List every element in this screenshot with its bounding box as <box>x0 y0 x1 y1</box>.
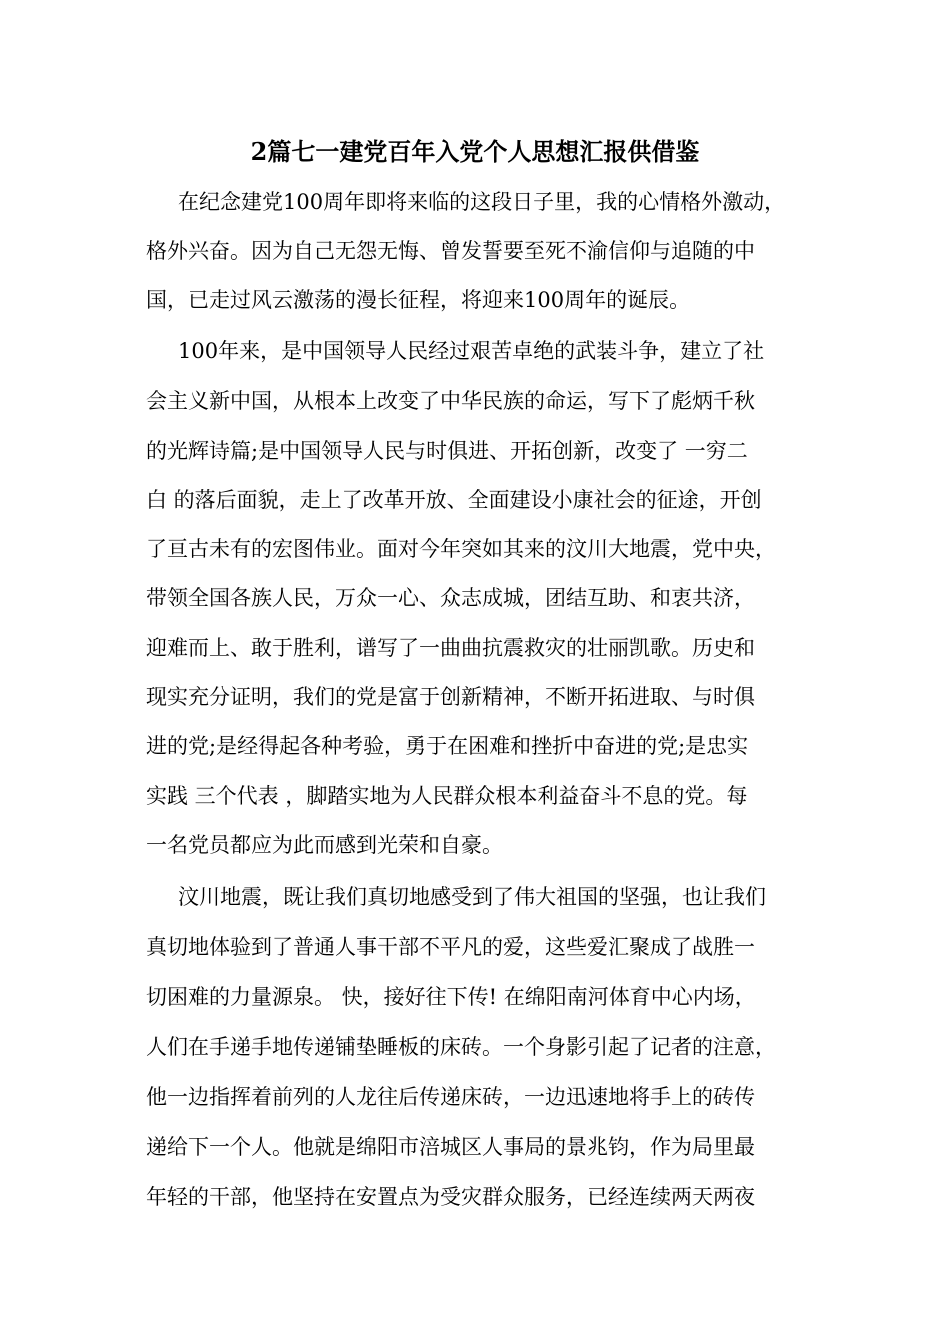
paragraph-3-line-3: 切困难的力量源泉。 快，接好往下传! 在绵阳南河体育中心内场， <box>146 985 756 1009</box>
paragraph-2-line-6: 带领全国各族人民，万众一心、众志成城，团结互助、和衷共济， <box>146 586 755 610</box>
paragraph-2-line-3: 的光辉诗篇;是中国领导人民与时俱进、开拓创新，改变了 一穷二 <box>146 439 748 463</box>
paragraph-2-line-4: 白 的落后面貌，走上了改革开放、全面建设小康社会的征途，开创 <box>146 488 762 512</box>
paragraph-2-line-10: 实践 三个代表 ，脚踏实地为人民群众根本利益奋斗不息的党。每 <box>146 784 748 808</box>
paragraph-1-line-1: 在纪念建党100周年即将来临的这段日子里，我的心情格外激动， <box>178 190 786 214</box>
paragraph-2-line-7: 迎难而上、敢于胜利，谱写了一曲曲抗震救灾的壮丽凯歌。历史和 <box>146 636 755 660</box>
paragraph-2-line-11: 一名党员都应为此而感到光荣和自豪。 <box>146 833 503 857</box>
paragraph-2-line-8: 现实充分证明，我们的党是富于创新精神，不断开拓进取、与时俱 <box>146 685 755 709</box>
paragraph-2-line-1: 100年来，是中国领导人民经过艰苦卓绝的武装斗争，建立了社 <box>178 339 765 363</box>
paragraph-2-line-2: 会主义新中国，从根本上改变了中华民族的命运，写下了彪炳千秋 <box>146 389 755 413</box>
paragraph-3-line-7: 年轻的干部，他坚持在安置点为受灾群众服务，已经连续两天两夜 <box>146 1185 755 1209</box>
paragraph-1-line-3: 国，已走过风云激荡的漫长征程，将迎来100周年的诞辰。 <box>146 288 691 312</box>
document-title: 2篇七一建党百年入党个人思想汇报供借鉴 <box>250 137 700 166</box>
paragraph-3-line-4: 人们在手递手地传递铺垫睡板的床砖。一个身影引起了记者的注意， <box>146 1035 776 1059</box>
paragraph-2-line-9: 进的党;是经得起各种考验，勇于在困难和挫折中奋进的党;是忠实 <box>146 734 749 758</box>
paragraph-3-line-2: 真切地体验到了普通人事干部不平凡的爱，这些爱汇聚成了战胜一 <box>146 935 755 959</box>
paragraph-1-line-2: 格外兴奋。因为自己无怨无悔、曾发誓要至死不渝信仰与追随的中 <box>146 239 755 263</box>
paragraph-2-line-5: 了亘古未有的宏图伟业。面对今年突如其来的汶川大地震，党中央， <box>146 537 776 561</box>
paragraph-3-line-6: 递给下一个人。他就是绵阳市涪城区人事局的景兆钧，作为局里最 <box>146 1135 755 1159</box>
paragraph-3-line-5: 他一边指挥着前列的人龙往后传递床砖，一边迅速地将手上的砖传 <box>146 1085 755 1109</box>
paragraph-3-line-1: 汶川地震，既让我们真切地感受到了伟大祖国的坚强，也让我们 <box>178 885 766 909</box>
